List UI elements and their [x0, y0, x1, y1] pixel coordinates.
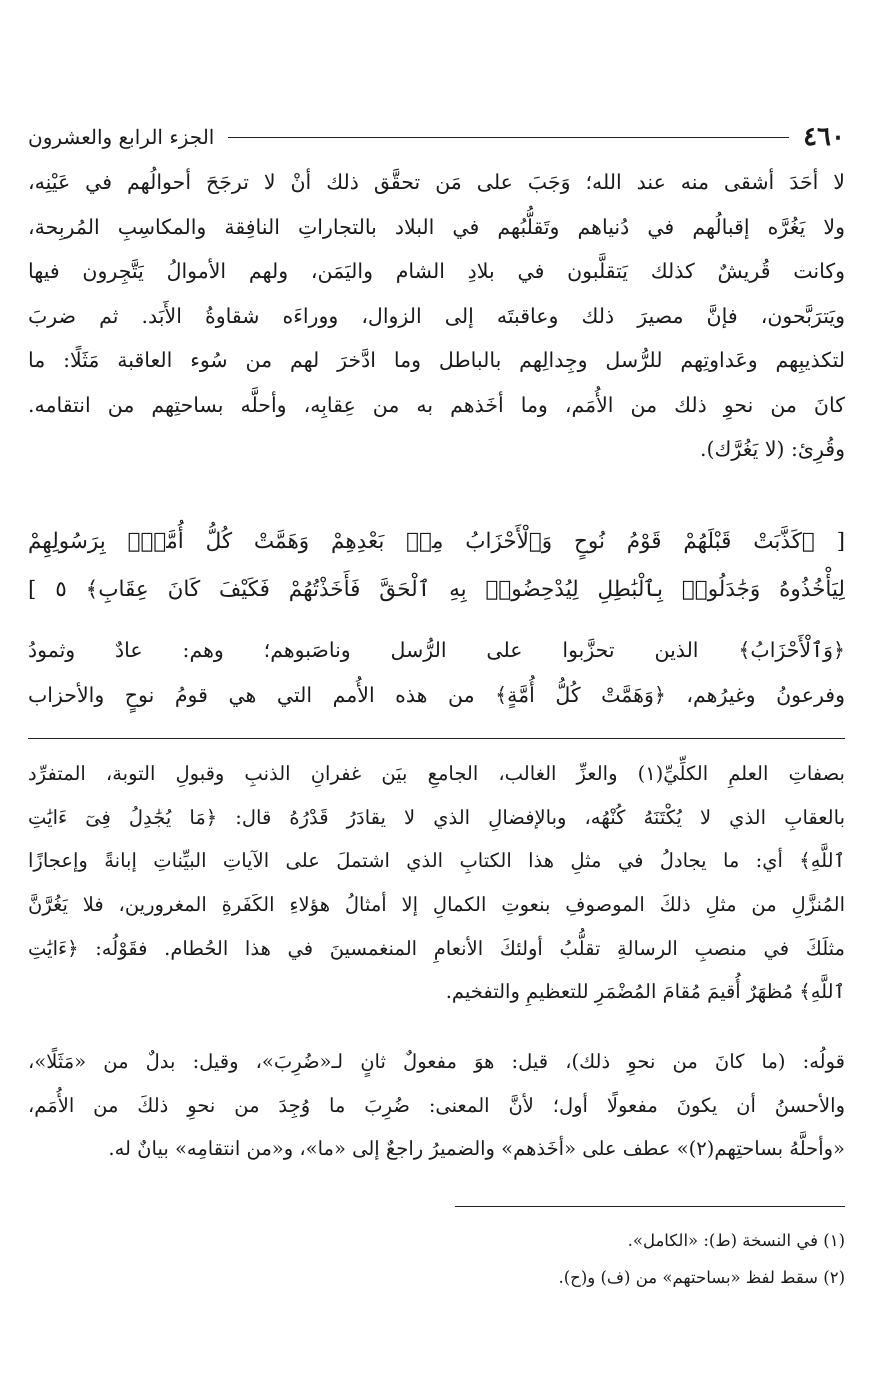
commentary-line: مثلَكَ في منصبِ الرسالةِ تقلُّبُ أولئكَ الأنعامِ المنغمسينَ في هذا الحُطام. فقَوْلُه: ﴿ءَايَٰتِ [28, 936, 845, 960]
footnote-divider [455, 1206, 845, 1207]
text-line: وفرعونُ وغيرُهم، ﴿وَهَمَّتْ كُلُّ أُمَّةٍ﴾ من هذه الأُمم التي هي قومُ نوحٍ والأحزاب [28, 682, 845, 707]
running-title: الجزء الرابع والعشرون [28, 125, 215, 149]
text-line: ويَترَبَّحون، فإنَّ مصيرَ ذلك وعاقبتَه إلى الزوال، ووراءَه شقاوةُ الأَبَد. ثم ضربَ [28, 303, 845, 328]
commentary-paragraph [28, 752, 845, 1014]
commentary-line: المُنزَّلِ من مثلِ ذلكَ الموصوفِ بنعوتِ الكمالِ إلا أمثالُ هؤلاءِ الكَفَرةِ المغرورين، فلا يَغُرَّنَّ [28, 893, 845, 917]
commentary-line: ٱللَّهِ﴾ مُظهَرٌ أُقيمَ مُقامَ المُضْمَرِ للتعظيمِ والتفخيم. [445, 980, 845, 1004]
verse-line: لِيَأْخُذُوهُ وَجَٰدَلُوا۟ بِٱلْبَٰطِلِ لِيُدْحِضُوا۟ بِهِ ٱلْحَقَّ فَأَخَذْتُهُمْ فَكَيْفَ كَانَ عِقَابِ﴾ ٥ ] [28, 577, 845, 602]
main-text [28, 160, 845, 472]
footnote: (٢) سقط لفظ «بساحتهم» من (ف) و(ح). [558, 1268, 845, 1287]
text-line: ولا يَغُرَّه إقبالُهم في دُنياهم وتَقلُّبُهم في البلاد بالتجاراتِ النافِقة والمكاسِبِ المُربِحة، [28, 214, 845, 239]
text-line: كانَ من نحوِ ذلك من الأُمَم، وما أخَذهم به من عِقابِه، وأحلَّه بساحتِهم من انتقامه. [28, 392, 845, 417]
page-header [28, 120, 845, 154]
commentary-line: والأحسنُ أن يكونَ مفعولًا أول؛ لأنَّ المعنى: ضُرِبَ ما وُجِدَ من نحوِ ذلكَ من الأُمَم، [28, 1093, 845, 1117]
header-rule [228, 137, 789, 138]
text-line: لتكذيبِهم وعَداوتِهم للرُّسل وجِدالِهم بالباطل وما ادَّخرَ لهم من سُوء العاقبة مَثَلًا: ما [28, 348, 845, 372]
verse-line: [ ﴿كَذَّبَتْ قَبْلَهُمْ قَوْمُ نُوحٍ وَٱلْأَحْزَابُ مِنۢ بَعْدِهِمْ وَهَمَّتْ كُلُّ أُمَّةٍۭ بِرَسُولِهِمْ [28, 529, 845, 554]
commentary-paragraph [28, 1040, 845, 1171]
footnotes [200, 1222, 845, 1296]
text-line: لا أحَدَ أشقى منه عند الله؛ وَجَبَ على مَن تحقَّق ذلك أنْ لا ترجَحَ أحوالُهم في عَيْنِه، [28, 170, 845, 194]
page-number: ٤٦٠ [803, 122, 845, 152]
quran-verse [28, 518, 845, 614]
commentary-line: ٱللَّهِ﴾ أي: ما يجادلُ في مثلِ هذا الكتابِ الذي اشتملَ على الآياتِ البيِّناتِ إبانةً وإعجازًا [28, 849, 845, 873]
footnote: (١) في النسخة (ط): «الكامل». [627, 1231, 845, 1250]
commentary-line: «وأحلَّهُ بساحتِهم(٢)» عطف على «أخَذهم» والضميرُ راجعٌ إلى «ما»، و«من انتقامِه» بيانٌ له. [108, 1137, 845, 1161]
text-line: وكانت قُريشٌ كذلك يَتقلَّبون في بلادِ الشام واليَمَن، ولهم الأموالُ يَتَّجِرون فيها [28, 259, 845, 283]
text-line: وقُرِئ: (لا يَغُرَّك). [699, 437, 845, 461]
commentary-line: بصفاتِ العلمِ الكلِّيِّ(١) والعزِّ الغالب، الجامعِ بيَن غفرانِ الذنبِ وقبولِ التوبة، المتفرِّد [28, 762, 845, 785]
verse-explanation [28, 628, 845, 717]
commentary-line: قولُه: (ما كانَ من نحوِ ذلك)، قيل: هوَ مفعولٌ ثانٍ لـ«ضُرِبَ»، وقيل: بدلٌ من «مَثَلًا»، [28, 1050, 845, 1073]
text-line: ﴿وَٱلْأَحْزَابُ﴾ الذين تحزَّبوا على الرُّسل وناصَبوهم؛ وهم: عادٌ وثمودُ [28, 638, 845, 662]
commentary-line: بالعقابِ الذي لا يُكْتَنَهُ كُنْهُه، وبالإفضالِ الذي لا يقادَرُ قَدْرُهُ قال: ﴿مَا يُجَٰدِلُ فِىٓ ءَايَٰتِ [28, 805, 845, 829]
commentary-divider [28, 738, 845, 739]
